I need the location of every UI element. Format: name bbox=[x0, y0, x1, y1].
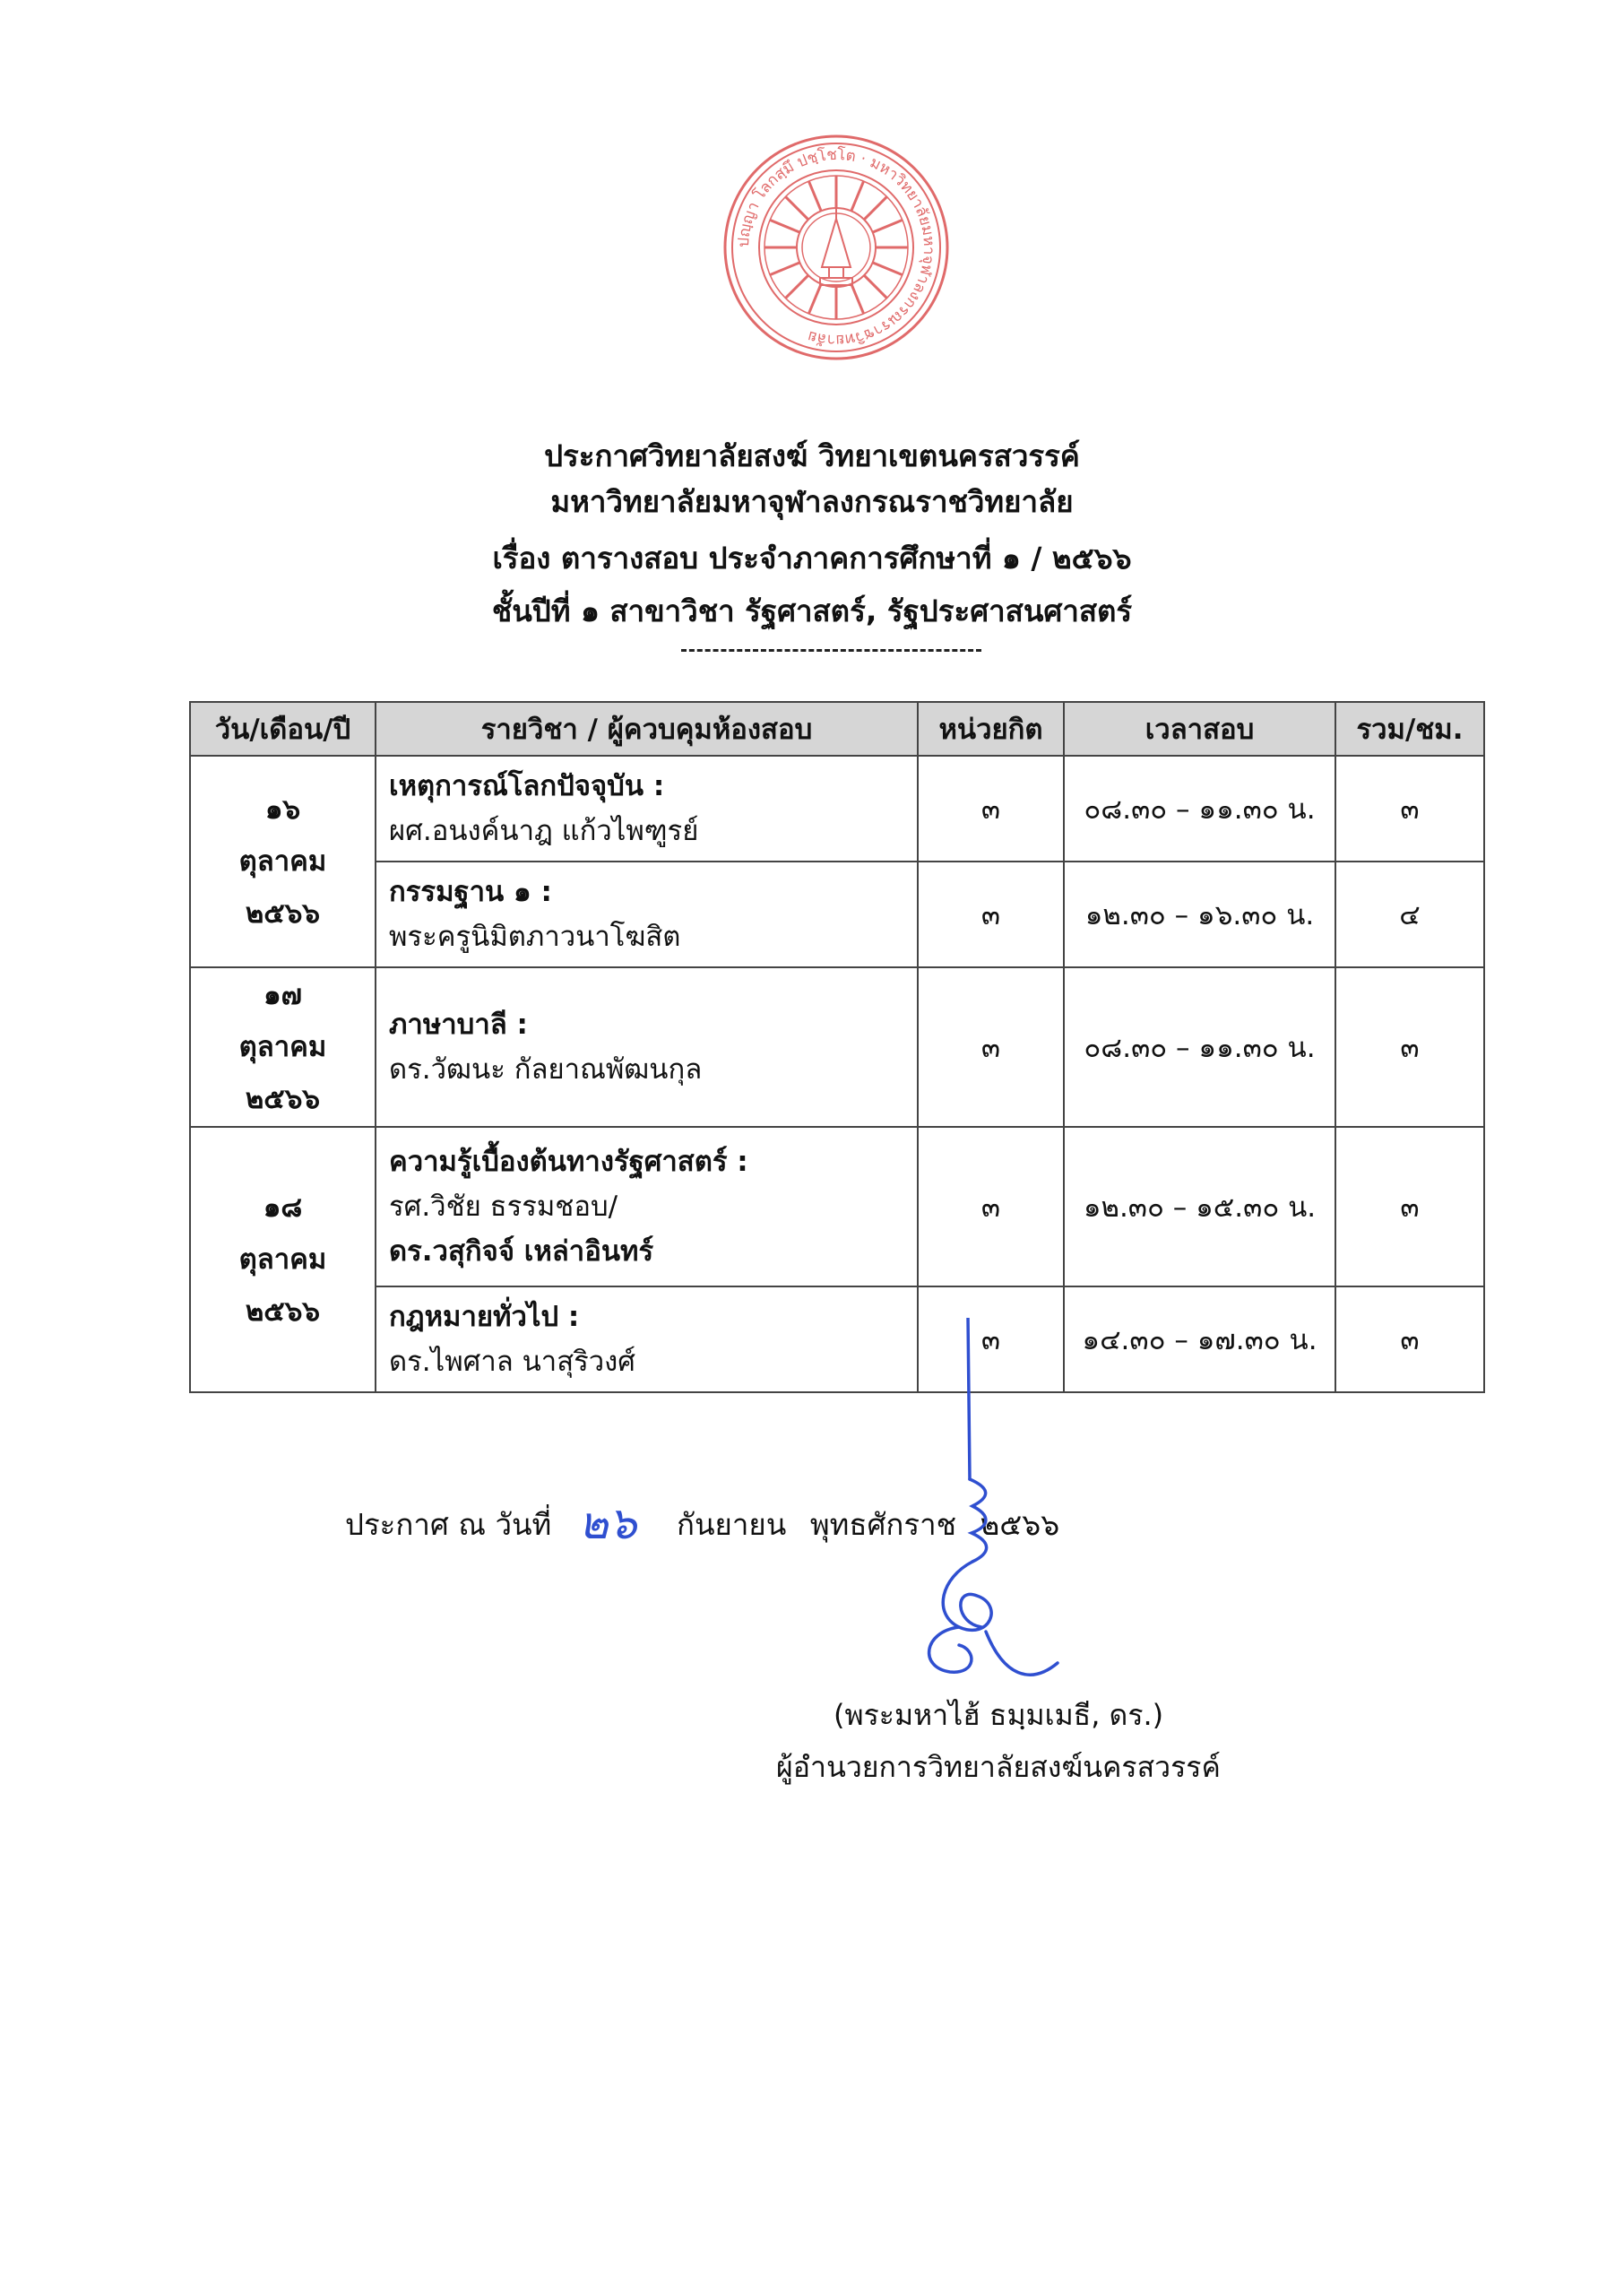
credits-cell: ๓ bbox=[918, 1127, 1064, 1286]
proctor-name: รศ.วิชัย ธรรมชอบ/ bbox=[389, 1191, 618, 1223]
table-row bbox=[190, 1286, 1484, 1392]
table-row bbox=[190, 1127, 1484, 1286]
date-year: ๒๕๖๖ bbox=[245, 1083, 321, 1115]
subject-name: กรรมฐาน ๑ : bbox=[389, 876, 552, 908]
exam-schedule-table bbox=[189, 701, 1485, 1393]
proctor-name: ผศ.อนงค์นาฎ แก้วไพฑูรย์ bbox=[389, 815, 699, 847]
handwritten-signature-icon bbox=[905, 1318, 1102, 1703]
seal-spoke bbox=[808, 284, 821, 314]
hours-cell: ๓ bbox=[1335, 1127, 1484, 1286]
seal-spoke bbox=[873, 220, 903, 232]
subject-name: ความรู้เบื้องต้นทางรัฐศาสตร์ : bbox=[389, 1146, 748, 1178]
hours-cell: ๔ bbox=[1335, 862, 1484, 967]
seal-spoke bbox=[851, 284, 864, 314]
subject-cell bbox=[376, 862, 918, 967]
date-cell bbox=[190, 756, 376, 967]
proctor-name: พระครูนิมิตภาวนาโฆสิต bbox=[389, 921, 681, 953]
header-date: วัน/เดือน/ปี bbox=[190, 702, 376, 756]
date-day: ๑๘ bbox=[263, 1191, 303, 1224]
seal-spoke bbox=[851, 181, 864, 211]
proctor-name: ดร.วัฒนะ กัลยาณพัฒนกุล bbox=[389, 1053, 703, 1086]
seal-spoke bbox=[770, 263, 799, 275]
proctor-name: ดร.ไพศาล นาสุริวงศ์ bbox=[389, 1346, 635, 1378]
subject-cell bbox=[376, 1286, 918, 1392]
credits-cell: ๓ bbox=[918, 1286, 1064, 1392]
time-cell: ๑๔.๓๐ – ๑๗.๓๐ น. bbox=[1064, 1286, 1335, 1392]
table-header-row bbox=[190, 702, 1484, 756]
date-month: ตุลาคม bbox=[238, 845, 327, 878]
heading-line-3: เรื่อง ตารางสอบ ประจำภาคการศึกษาที่ ๑ / ๒๕๖๖ bbox=[492, 541, 1132, 576]
credits-cell: ๓ bbox=[918, 967, 1064, 1127]
date-day: ๑๗ bbox=[263, 979, 302, 1011]
seal-spoke bbox=[770, 220, 799, 232]
announce-day: ๒๖ bbox=[578, 1497, 637, 1549]
announce-era: พุทธศักราช bbox=[809, 1507, 957, 1542]
seal-text: ปญฺญา โลกสฺมึ ปชฺโชโต · มหาวิทยาลัยมหาจุฬาลงกรณราชวิทยาลัย bbox=[734, 145, 938, 350]
proctor-name-2: ดร.วสุกิจจ์ เหล่าอินทร์ bbox=[389, 1235, 654, 1268]
time-cell: ๑๒.๓๐ – ๑๕.๓๐ น. bbox=[1064, 1127, 1335, 1286]
hours-cell: ๓ bbox=[1335, 967, 1484, 1127]
signer-name: (พระมหาไฮ้ ธมฺมเมธี, ดร.) bbox=[834, 1698, 1164, 1732]
seal-spoke bbox=[785, 196, 808, 219]
date-day: ๑๖ bbox=[264, 793, 301, 826]
time-cell: ๐๘.๓๐ – ๑๑.๓๐ น. bbox=[1064, 756, 1335, 862]
seal-spoke bbox=[808, 181, 821, 211]
subject-cell bbox=[376, 967, 918, 1127]
hours-cell: ๓ bbox=[1335, 756, 1484, 862]
signer-role: ผู้อำนวยการวิทยาลัยสงฆ์นครสวรรค์ bbox=[776, 1750, 1221, 1784]
heading-line-4: ชั้นปีที่ ๑ สาขาวิชา รัฐศาสตร์, รัฐประศาสนศาสตร์ bbox=[491, 593, 1133, 628]
seal-spoke bbox=[864, 275, 886, 298]
announce-year: ๒๕๖๖ bbox=[980, 1507, 1060, 1542]
date-month: ตุลาคม bbox=[238, 1243, 327, 1276]
table-row bbox=[190, 967, 1484, 1127]
header-subject: รายวิชา / ผู้ควบคุมห้องสอบ bbox=[376, 702, 918, 756]
seal-spoke bbox=[873, 263, 903, 275]
header-hours: รวม/ชม. bbox=[1335, 702, 1484, 756]
heading-line-1: ประกาศวิทยาลัยสงฆ์ วิทยาเขตนครสวรรค์ bbox=[544, 438, 1080, 473]
heading-line-2: มหาวิทยาลัยมหาจุฬาลงกรณราชวิทยาลัย bbox=[550, 484, 1074, 519]
table-row bbox=[190, 756, 1484, 862]
header-credits: หน่วยกิต bbox=[918, 702, 1064, 756]
university-seal-icon bbox=[721, 133, 951, 362]
seal-spoke bbox=[864, 196, 886, 219]
subject-name: กฎหมายทั่วไป : bbox=[389, 1301, 580, 1333]
date-cell bbox=[190, 967, 376, 1127]
announce-month: กันยายน bbox=[677, 1507, 787, 1542]
credits-cell: ๓ bbox=[918, 862, 1064, 967]
date-year: ๒๕๖๖ bbox=[245, 1295, 321, 1328]
subject-cell bbox=[376, 756, 918, 862]
seal-spoke bbox=[785, 275, 808, 298]
date-month: ตุลาคม bbox=[238, 1031, 327, 1063]
subject-cell bbox=[376, 1127, 918, 1286]
announce-prefix: ประกาศ ณ วันที่ bbox=[345, 1507, 552, 1542]
time-cell: ๐๘.๓๐ – ๑๑.๓๐ น. bbox=[1064, 967, 1335, 1127]
header-time: เวลาสอบ bbox=[1064, 702, 1335, 756]
separator-line bbox=[681, 649, 981, 652]
subject-name: เหตุการณ์โลกปัจจุบัน : bbox=[389, 770, 665, 802]
hours-cell: ๓ bbox=[1335, 1286, 1484, 1392]
date-cell bbox=[190, 1127, 376, 1392]
subject-name: ภาษาบาลี : bbox=[389, 1009, 528, 1041]
credits-cell: ๓ bbox=[918, 756, 1064, 862]
time-cell: ๑๒.๓๐ – ๑๖.๓๐ น. bbox=[1064, 862, 1335, 967]
date-year: ๒๕๖๖ bbox=[245, 897, 321, 930]
table-row bbox=[190, 862, 1484, 967]
